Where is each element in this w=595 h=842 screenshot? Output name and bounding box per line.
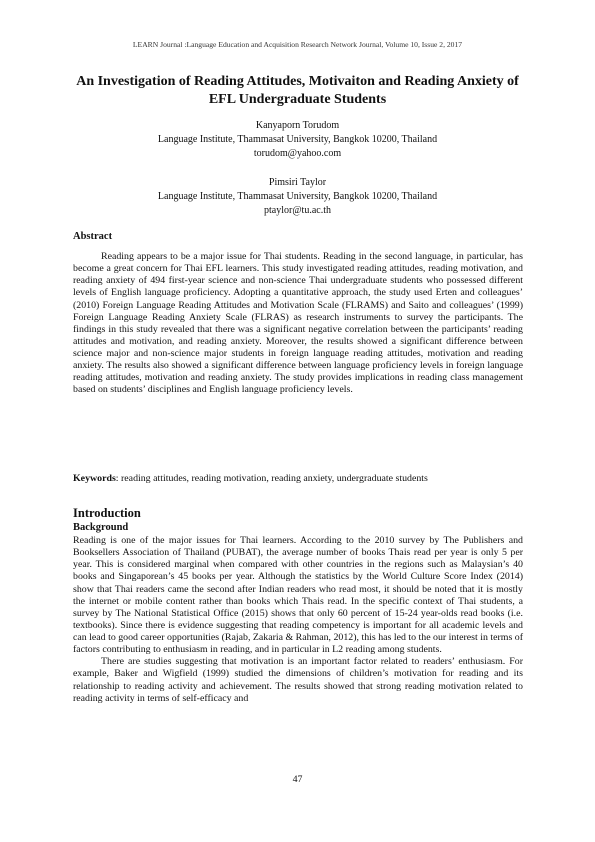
author-email: ptaylor@tu.ac.th [264, 205, 331, 217]
abstract-text: Reading appears to be a major issue for Thai students. Reading in the second language, in particular, has become a great concern for Thai EFL learners. This study investigated reading attitudes, reading motivation, and reading anxiety of 494 first-year science and non-science Thai undergraduate students who possessed different levels of English language proficiency. Adopting a quantitative approach, the study used Erten and colleagues’ (2010) Foreign Language Reading Attitudes and Motivation Scale (FLRAMS) and Saito and colleagues’ (1999) Foreign Language Reading Anxiety Scale (FLRAS) as research instruments to survey the participants. The findings in this study revealed that there was a significant negative correlation between the participants’ reading attitudes and motivation, and reading anxiety. Moreover, the results showed a significant difference between science major and non-science major students in foreign language reading attitudes, motivation and reading anxiety. The results also showed a significant difference between language proficiency levels in foreign language reading attitudes, motivation and reading anxiety. The study provides implications in reading class management based on students’ disciplines and English language proficiency levels. [73, 251, 523, 396]
author-block [70, 119, 525, 162]
author-name: Kanyaporn Torudom [255, 120, 340, 131]
body-paragraph: There are studies suggesting that motivation is an important factor related to readers’ enthusiasm. For example, Baker and Wigfield (1999) studied the dimensions of children’s motivation for reading and its relationship to reading activity and achievement. The results showed that strong reading motivation related to reading activity in terms of self-efficacy and [73, 656, 523, 704]
author-affiliation: Language Institute, Thammasat University, Bangkok 10200, Thailand [157, 134, 438, 146]
page-number: 47 [292, 774, 303, 785]
author-affiliation: Language Institute, Thammasat University, Bangkok 10200, Thailand [157, 191, 438, 203]
background-heading: Background [73, 522, 129, 533]
body-text [73, 535, 523, 705]
author-block [70, 176, 525, 219]
keywords-text: : reading attitudes, reading motivation, reading anxiety, undergraduate students [115, 473, 428, 484]
running-head: LEARN Journal :Language Education and Acquisition Research Network Journal, Volume 10, Issue 2, 2017 [132, 40, 463, 49]
keywords-line [73, 473, 523, 485]
abstract-heading: Abstract [73, 231, 113, 242]
paper-title: An Investigation of Reading Attitudes, Motivaiton and Reading Anxiety of EFL Undergraduate Students [76, 74, 519, 107]
keywords-label: Keywords [73, 473, 116, 484]
introduction-heading: Introduction [73, 506, 141, 520]
body-paragraph: Reading is one of the major issues for Thai learners. According to the 2010 survey by The Publishers and Booksellers Association of Thailand (PUBAT), the average number of books Thais read per year is only 5 per year. This is considered marginal when compared with other countries in the regions such as Malaysian’s 40 books and Singaporean’s 45 books per year. Although the statistics by the World Culture Score Index (2014) show that Thai readers came the second after Indian readers who read most, it should be noted that it is mostly the internet or mobile content rather than books which Thais read. In the specific context of Thai students, a survey by The National Statistical Office (2015) shows that only 60 percent of 15-24 year-olds read books (i.e. textbooks). Since there is evidence suggesting that reading competency is important for all academic levels and can lead to good career opportunities (Rajab, Zakaria & Rahman, 2012), this has led to the our interest in terms of factors contributing to enthusiasm in reading, and in particular in L2 reading among students. [73, 535, 524, 656]
author-email: torudom@yahoo.com [253, 148, 342, 160]
author-name: Pimsiri Taylor [268, 177, 327, 188]
